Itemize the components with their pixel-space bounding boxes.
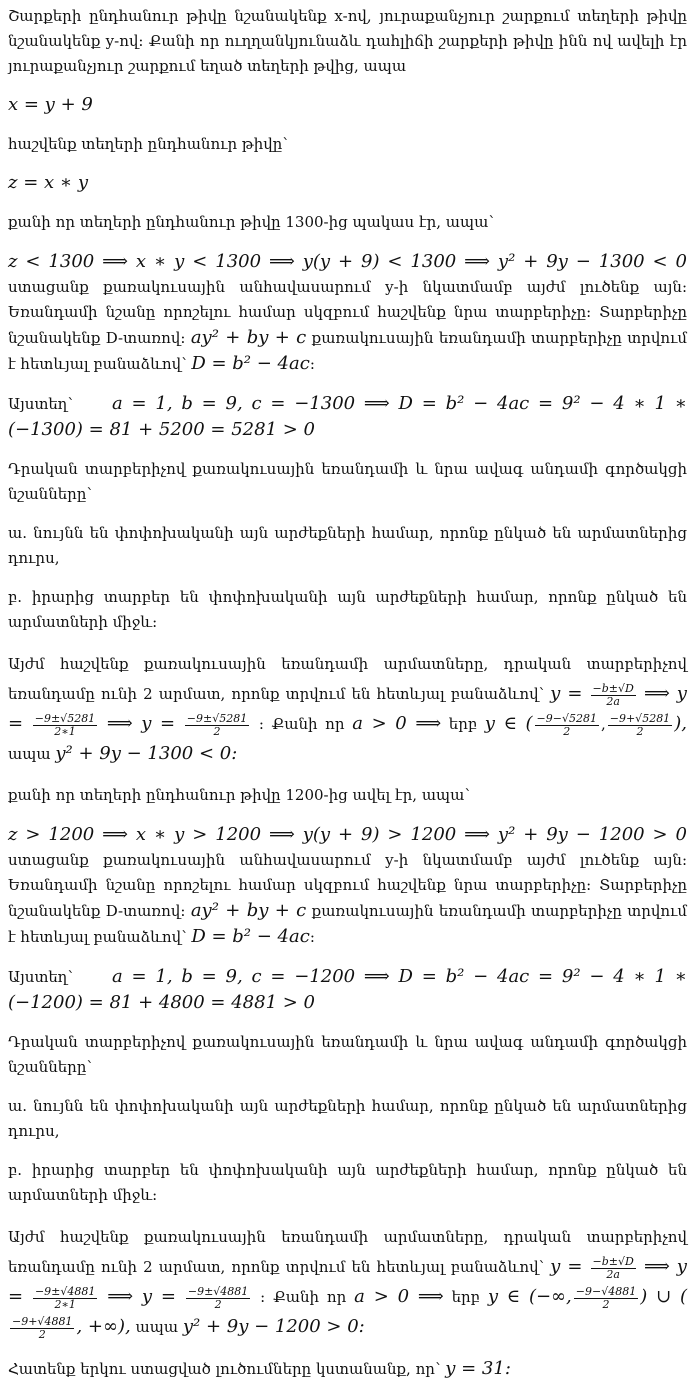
interval-right — [608, 713, 672, 738]
discriminant-formula: D = b² − 4ac — [191, 353, 310, 374]
roots-text: Այժմ հաշվենք քառակուսային եռանդամի արմատները, դրական տարբերիչով եռանդամը ունի 2 արմատ, որոնք տրվում են հետևյալ բանաձևով՝ — [8, 655, 687, 703]
quadratic-text: ստացանք քառակուսային անհավասարում y-ի նկատմամբ այժմ լուծենք այն: Եռանդամի նշանը որոշելու համար սկզբում հաշվենք նրա տարբերիչը: Տարբերիչը նշանակենք D-տառով: — [8, 278, 687, 347]
root-fraction-2 — [33, 1286, 97, 1311]
frac-den: 2∗1 — [54, 1297, 76, 1311]
since-text: : Քանի որ — [260, 1288, 347, 1306]
frac-den: 2 — [563, 724, 571, 738]
roots-paragraph-1300 — [8, 649, 687, 769]
conclusion-text: Հատենք երկու ստացված լուծումները կստանանք, որ՝ — [8, 1360, 441, 1378]
inequality-1200-paragraph — [8, 822, 687, 950]
frac-num: −9±√5281 — [186, 711, 248, 725]
frac-num: −b±√D — [592, 1254, 634, 1268]
frac-num: −9+√4881 — [12, 1314, 73, 1328]
frac-num: −9−√5281 — [536, 711, 597, 725]
interval-close: , +∞), — [76, 1316, 131, 1337]
when-text: երբ — [448, 715, 478, 733]
interval-open: y ∈ (−∞, — [487, 1286, 572, 1307]
then-text: ապա — [8, 745, 51, 763]
interval-close: ), — [674, 713, 687, 734]
since-text: : Քանի որ — [258, 715, 345, 733]
frac-num: −9+√5281 — [609, 711, 671, 725]
frac-den: 2 — [38, 1327, 46, 1341]
punct: : — [309, 355, 315, 373]
root-fraction-2 — [33, 713, 97, 738]
trinomial-expr: ay² + by + c — [190, 900, 307, 921]
result-inequality: y² + 9y − 1200 > 0: — [182, 1316, 365, 1337]
y-eq: ⟹ y = — [107, 1286, 176, 1307]
roots-paragraph-1200 — [8, 1222, 687, 1342]
sign-rule-text: Դրական տարբերիչով քառակուսային եռանդամի և նրա ավագ անդամի գործակցի նշանները՝ — [8, 1033, 687, 1076]
frac-den: 2 — [636, 724, 644, 738]
interval-right — [10, 1316, 74, 1341]
frac-den: 2 — [214, 1297, 222, 1311]
root-formula-fraction — [591, 683, 636, 708]
roots-text: Այժմ հաշվենք քառակուսային եռանդամի արմատները, դրական տարբերիչով եռանդամը ունի 2 արմատ, որոնք տրվում են հետևյալ բանաձևով՝ — [8, 1228, 687, 1276]
frac-num: −b±√D — [592, 681, 634, 695]
more-than-1200-text: քանի որ տեղերի ընդհանուր թիվը 1200-ից ավել էր, ապա՝ — [8, 786, 470, 804]
then-text: ապա — [135, 1318, 179, 1336]
frac-den: 2∗1 — [54, 724, 76, 738]
discriminant-value: a = 1, b = 9, c = −1300 ⟹ D = b² − 4ac = 9² − 4 ∗ 1 ∗ (−1300) = 81 + 5200 = 5281 > 0 — [8, 393, 687, 440]
root-fraction-3 — [185, 713, 249, 738]
y-eq: ⟹ y = — [106, 713, 176, 734]
y-eq: ⟹ y = — [8, 1256, 687, 1307]
trinomial-expr: ay² + by + c — [190, 327, 307, 348]
frac-den: 2a — [606, 694, 620, 708]
comma: , — [600, 715, 606, 733]
frac-den: 2 — [213, 724, 221, 738]
rule-b: բ. իրարից տարբեր են փոփոխականի այն արժեքների համար, որոնք ընկած են արմատների միջև: — [8, 1161, 687, 1204]
root-formula-fraction — [591, 1256, 636, 1281]
discriminant-value: a = 1, b = 9, c = −1200 ⟹ D = b² − 4ac = 9² − 4 ∗ 1 ∗ (−1200) = 81 + 4800 = 4881 > 0 — [8, 966, 687, 1013]
here-label: Այստեղ՝ — [8, 968, 73, 986]
frac-num: −9−√4881 — [575, 1284, 637, 1298]
rule-a: ա. նույնն են փոփոխականի այն արժեքների համար, որոնք ընկած են արմատներից դուրս, — [8, 1097, 687, 1140]
compute-total-text: հաշվենք տեղերի ընդհանուր թիվը՝ — [8, 135, 288, 153]
result-inequality: y² + 9y − 1300 < 0: — [55, 743, 238, 764]
interval-open: y ∈ ( — [484, 713, 533, 734]
sign-rule-text: Դրական տարբերիչով քառակուսային եռանդամի և նրա ավագ անդամի գործակցի նշանները՝ — [8, 460, 687, 503]
frac-num: −9±√5281 — [34, 711, 96, 725]
inequality-1200: z > 1200 ⟹ x ∗ y > 1200 ⟹ y(y + 9) > 1200 ⟹ y² + 9y − 1200 > 0 — [8, 824, 687, 845]
final-answer: y = 31: — [445, 1358, 511, 1379]
interval-left — [574, 1286, 638, 1311]
frac-den: 2 — [602, 1297, 610, 1311]
inequality-1300-paragraph — [8, 249, 687, 377]
discriminant-formula: D = b² − 4ac — [191, 926, 310, 947]
quadratic-text: ստացանք քառակուսային անհավասարում y-ի նկատմամբ այժմ լուծենք այն: Եռանդամի նշանը որոշելու համար սկզբում հաշվենք նրա տարբերիչը: Տարբերիչը նշանակենք D-տառով: — [8, 851, 687, 920]
less-than-1300-text: քանի որ տեղերի ընդհանուր թիվը 1300-ից պակաս էր, ապա՝ — [8, 213, 494, 231]
intro-paragraph: Շարքերի ընդհանուր թիվը նշանակենք x-ով, յուրաքանչյուր շարքում տեղերի թիվը նշանակենք y-ով: Քանի որ ուղղանկյունաձև դահլիճի շարքերի թիվը ինն ով ավելի էր յուրաքանչյուր շարքում եղած տեղերի թվից, ապա — [8, 7, 687, 75]
here-label: Այստեղ՝ — [8, 395, 73, 413]
frac-num: −9±√4881 — [187, 1284, 249, 1298]
discriminant-calc-1300 — [8, 391, 687, 443]
root-fraction-3 — [186, 1286, 250, 1311]
a-positive: a > 0 ⟹ — [354, 1286, 444, 1307]
when-text: երբ — [451, 1288, 480, 1306]
discriminant-formula-text: քառակուսային եռանդամի տարբերիչը տրվում է հետևյալ բանաձևով՝ — [8, 329, 687, 373]
discriminant-calc-1200 — [8, 964, 687, 1016]
rule-a: ա. նույնն են փոփոխականի այն արժեքների համար, որոնք ընկած են արմատներից դուրս, — [8, 524, 687, 567]
frac-num: −9±√4881 — [34, 1284, 96, 1298]
equation-x: x = y + 9 — [8, 94, 93, 115]
y-eq: y = — [550, 683, 583, 704]
equation-z: z = x ∗ y — [8, 172, 89, 193]
y-eq: ⟹ y = — [8, 683, 687, 734]
union-symbol: ) ∪ ( — [640, 1286, 687, 1307]
y-eq: y = — [550, 1256, 583, 1277]
conclusion-paragraph — [8, 1356, 687, 1382]
interval-left — [535, 713, 599, 738]
rule-b: բ. իրարից տարբեր են փոփոխականի այն արժեքների համար, որոնք ընկած են արմատների միջև: — [8, 588, 687, 631]
inequality-1300: z < 1300 ⟹ x ∗ y < 1300 ⟹ y(y + 9) < 1300 ⟹ y² + 9y − 1300 < 0 — [8, 251, 687, 272]
frac-den: 2a — [606, 1267, 620, 1281]
a-positive: a > 0 ⟹ — [352, 713, 442, 734]
discriminant-formula-text: քառակուսային եռանդամի տարբերիչը տրվում է հետևյալ բանաձևով՝ — [8, 902, 687, 946]
punct: : — [309, 928, 315, 946]
